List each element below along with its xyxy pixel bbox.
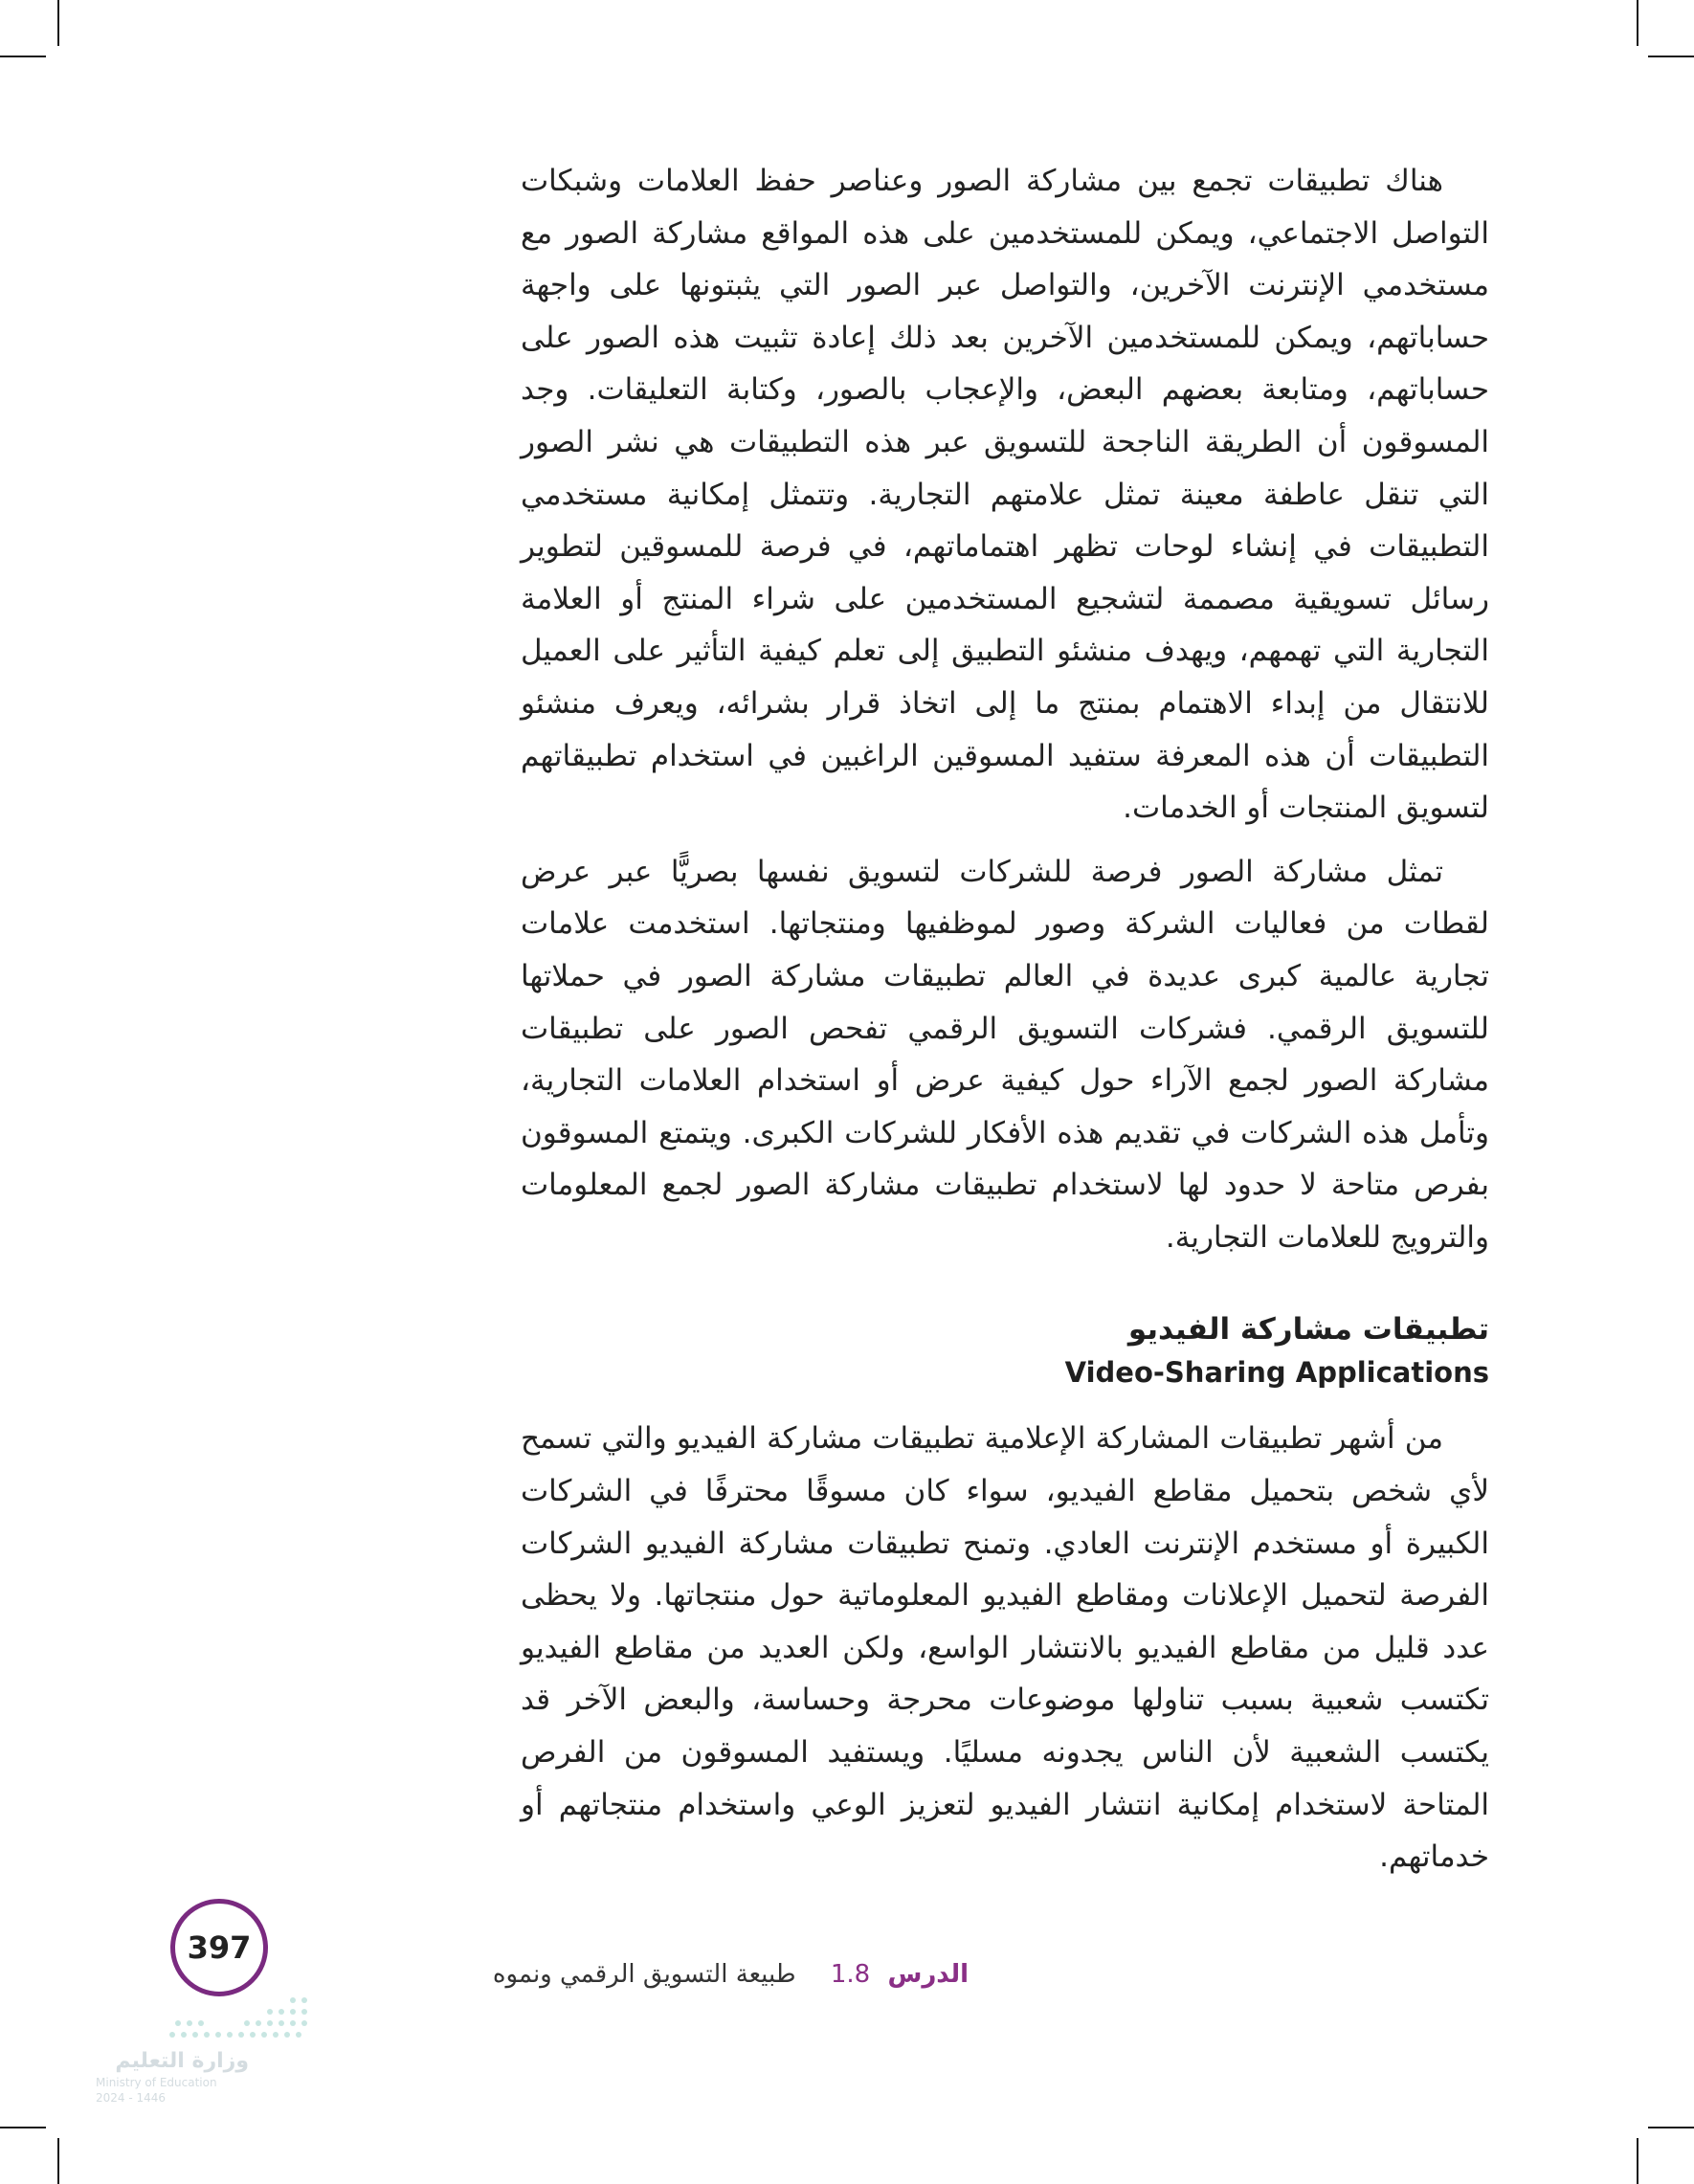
- lesson-footer: [493, 1957, 969, 1992]
- section-paragraph: من أشهر تطبيقات المشاركة الإعلامية تطبيقات مشاركة الفيديو والتي تسمح لأي شخص بتحميل مقاطع الفيديو، سواء كان مسوقًا محترفًا في الشركات الكبيرة أو مستخدم الإنترنت العادي. وتمنح تطبيقات مشاركة الفيديو الشركات الفرصة لتحميل الإعلانات ومقاطع الفيديو المعلوماتية حول منتجاتها. ولا يحظى عدد قليل من مقاطع الفيديو بالانتشار الواسع، ولكن العديد من مقاطع الفيديو تكتسب شعبية بسبب تناولها موضوعات محرجة وحساسة، والبعض الآخر قد يكتسب الشعبية لأن الناس يجدونه مسليًا. ويستفيد المسوقون من الفرص المتاحة لاستخدام إمكانية انتشار الفيديو لتعزيز الوعي واستخدام منتجاتهم أو خدماتهم.: [521, 1421, 1489, 1875]
- lesson-label: الدرس: [887, 1960, 969, 1989]
- lesson-number: 1.8: [830, 1960, 871, 1989]
- section-heading-arabic: تطبيقات مشاركة الفيديو: [1127, 1312, 1489, 1348]
- crop-mark-top-left: [57, 0, 59, 46]
- body-paragraph-2: تمثل مشاركة الصور فرصة للشركات لتسويق نفسها بصريًّا عبر عرض لقطات من فعاليات الشركة وصور لموظفيها ومنتجاتها. استخدمت علامات تجارية عالمية كبرى عديدة في العالم تطبيقات مشاركة الصور في حملاتها للتسويق الرقمي. فشركات التسويق الرقمي تفحص الصور على تطبيقات مشاركة الصور لجمع الآراء حول كيفية عرض أو استخدام العلامات التجارية، وتأمل هذه الشركات في تقديم هذه الأفكار للشركات الكبرى. ويتمتع المسوقون بفرص متاحة لا حدود لها لاستخدام تطبيقات مشاركة الصور لجمع المعلومات والترويج للعلامات التجارية.: [521, 854, 1489, 1255]
- body-paragraph-1: هناك تطبيقات تجمع بين مشاركة الصور وعناصر حفظ العلامات وشبكات التواصل الاجتماعي، ويمكن للمستخدمين على هذه المواقع مشاركة الصور مع مستخدمي الإنترنت الآخرين، والتواصل عبر الصور التي يثبتونها على واجهة حساباتهم، ويمكن للمستخدمين الآخرين بعد ذلك إعادة تثبيت هذه الصور على حساباتهم، ومتابعة بعضهم البعض، والإعجاب بالصور، وكتابة التعليقات. وجد المسوقون أن الطريقة الناجحة للتسويق عبر هذه التطبيقات هي نشر الصور التي تنقل عاطفة معينة تمثل علامتهم التجارية. وتتمثل إمكانية مستخدمي التطبيقات في إنشاء لوحات تظهر اهتماماتهم، في فرصة للمسوقين لتطوير رسائل تسويقية مصممة لتشجيع المستخدمين على شراء المنتج أو العلامة التجارية التي تهمهم، ويهدف منشئو التطبيق إلى تعلم كيفية التأثير على العميل للانتقال من إبداء الاهتمام بمنتج ما إلى اتخاذ قرار بشرائه، ويعرف منشئو التطبيقات أن هذه المعرفة ستفيد المسوقين الراغبين في استخدام تطبيقاتهم لتسويق المنتجات أو الخدمات.: [521, 164, 1489, 826]
- page-number-badge: [170, 1899, 268, 1996]
- page-number: 397: [187, 1929, 252, 1966]
- lesson-title: طبيعة التسويق الرقمي ونموه: [492, 1960, 796, 1989]
- ministry-year: 2024 - 1446: [96, 2091, 167, 2105]
- crop-mark-bottom-left-h: [0, 2127, 46, 2128]
- ministry-name-arabic: وزارة التعليم: [115, 2049, 249, 2073]
- crop-mark-bottom-right: [1637, 2138, 1638, 2184]
- crop-mark-top-right-h: [1648, 56, 1694, 57]
- crop-mark-top-left-h: [0, 56, 46, 57]
- page-body: [521, 155, 1489, 1883]
- ministry-logo-dots-icon: [163, 1993, 316, 2046]
- crop-mark-bottom-right-h: [1648, 2127, 1694, 2128]
- section-heading-english: Video-Sharing Applications: [1064, 1356, 1489, 1390]
- ministry-logo: [96, 2048, 249, 2106]
- crop-mark-bottom-left: [57, 2138, 59, 2184]
- ministry-name-english: Ministry of Education: [96, 2076, 217, 2089]
- crop-mark-top-right: [1637, 0, 1638, 46]
